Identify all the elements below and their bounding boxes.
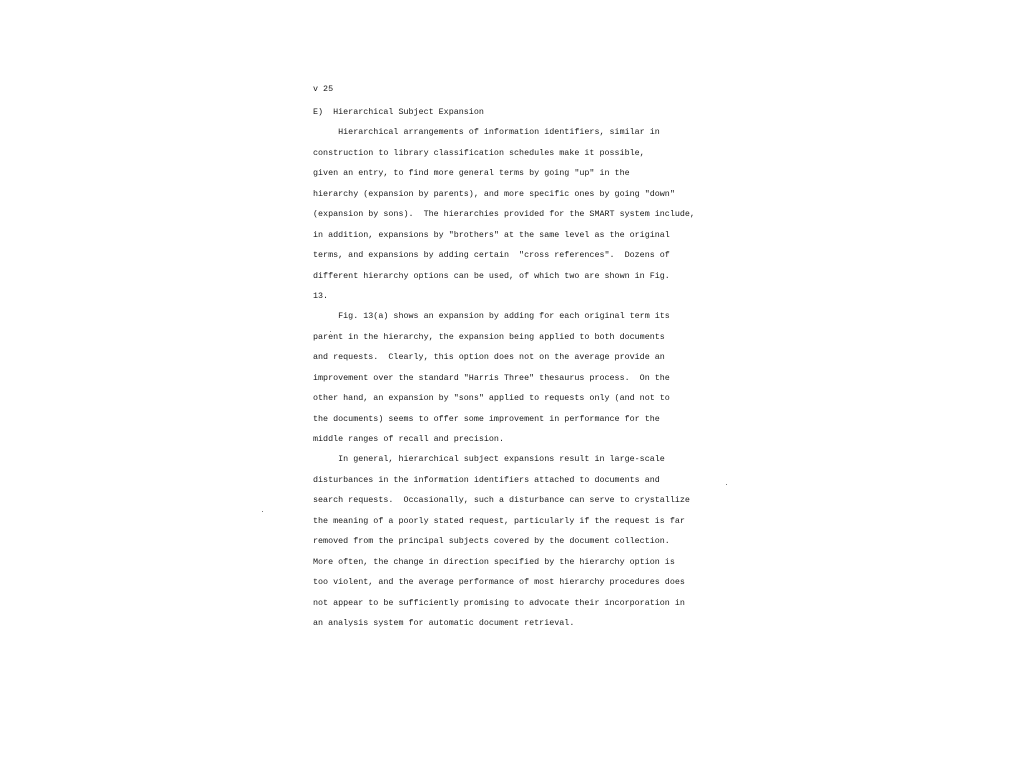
text-line: (expansion by sons). The hierarchies provided for the SMART system include, [313,209,695,220]
text-line: Hierarchical arrangements of information identifiers, similar in [313,127,660,138]
text-line: an analysis system for automatic document retrieval. [313,617,575,628]
page-number: v 25 [313,84,334,94]
text-line: disturbances in the information identifiers attached to documents and [313,474,660,485]
text-line: removed from the principal subjects covered by the document collection. [313,536,670,547]
text-line: Fig. 13(a) shows an expansion by adding for each original term its [313,311,670,322]
text-line: and requests. Clearly, this option does not on the average provide an [313,352,665,363]
scan-speck [262,511,263,512]
text-line: not appear to be sufficiently promising to advocate their incorporation in [313,597,685,608]
text-line: 13. [313,290,329,301]
text-line: different hierarchy options can be used, of which two are shown in Fig. [313,270,670,281]
paragraph-3 [313,449,698,633]
document-body [313,82,698,633]
text-line: in addition, expansions by "brothers" at the same level as the original [313,229,670,240]
scan-speck [330,331,331,332]
text-line: In general, hierarchical subject expansions result in large-scale [313,454,665,465]
paragraph-2 [313,306,698,449]
text-line: construction to library classification schedules make it possible, [313,147,645,158]
text-line: other hand, an expansion by "sons" applied to requests only (and not to [313,393,670,404]
text-line: the documents) seems to offer some improvement in performance for the [313,413,660,424]
text-line: given an entry, to find more general terms by going "up" in the [313,168,630,179]
text-line: hierarchy (expansion by parents), and more specific ones by going "down" [313,188,675,199]
section-heading: E) Hierarchical Subject Expansion [313,107,484,117]
paragraph-1 [313,122,698,306]
text-line: improvement over the standard "Harris Three" thesaurus process. On the [313,372,670,383]
text-line: More often, the change in direction specified by the hierarchy option is [313,556,675,567]
text-line: parent in the hierarchy, the expansion being applied to both documents [313,331,665,342]
text-line: search requests. Occasionally, such a disturbance can serve to crystallize [313,495,690,506]
text-line: terms, and expansions by adding certain "cross references". Dozens of [313,250,670,261]
text-line: middle ranges of recall and precision. [313,434,504,444]
text-line: too violent, and the average performance of most hierarchy procedures does [313,577,685,588]
scan-speck [726,484,727,485]
text-line: the meaning of a poorly stated request, particularly if the request is far [313,515,685,526]
